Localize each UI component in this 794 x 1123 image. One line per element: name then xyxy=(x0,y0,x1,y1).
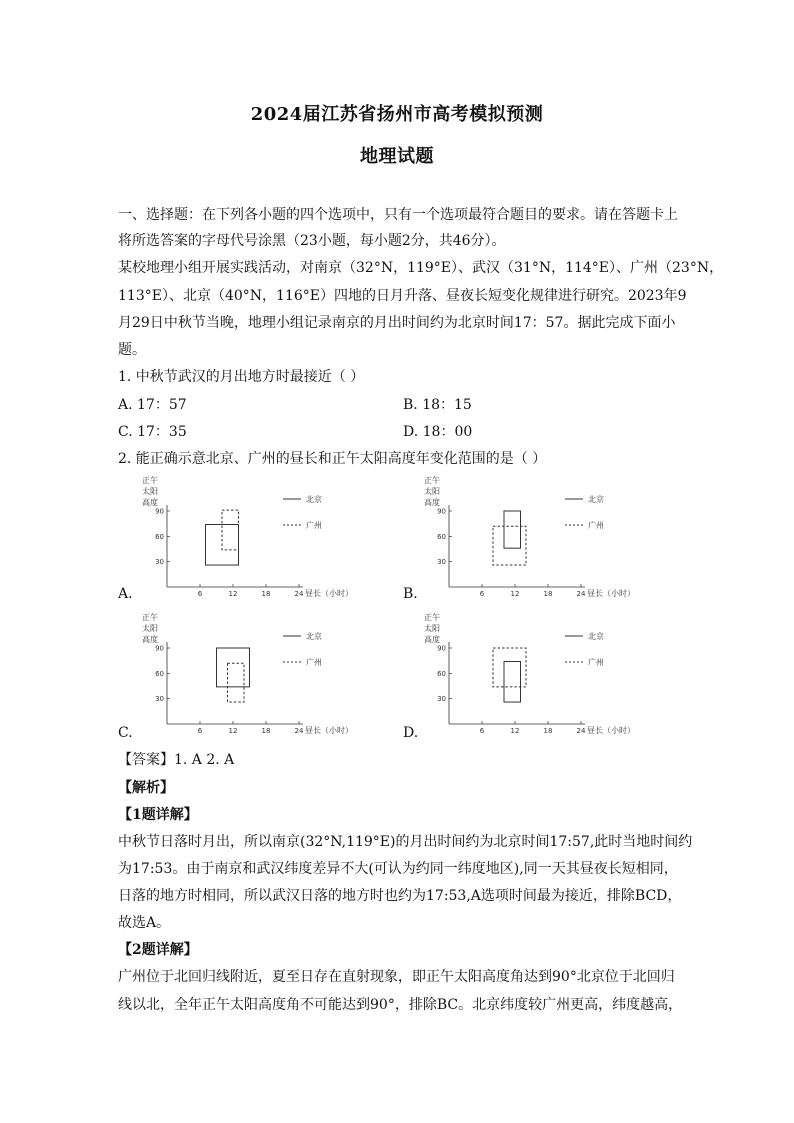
intro-line-3: 月29日中秋节当晚，地理小组记录南京的月出时间约为北京时间17：57。据此完成下面小 xyxy=(118,315,676,331)
guangzhou-range-box xyxy=(222,510,239,550)
legend-guangzhou-label: 广州 xyxy=(588,521,604,530)
question-1-option-c[interactable]: C. 17：35 xyxy=(118,424,187,440)
q1-detail-line-2: 为17:53。由于南京和武汉纬度差异不大(可认为约同一纬度地区),同一天其昼夜长短相同， xyxy=(118,861,678,877)
x-tick-label: 6 xyxy=(197,727,203,735)
x-tick-label: 18 xyxy=(261,727,271,735)
y-axis-label-line: 高度 xyxy=(142,498,158,507)
q1-detail-header: 【1题详解】 xyxy=(118,807,198,823)
question-1-option-d[interactable]: D. 18：00 xyxy=(403,424,473,440)
option-a-chart[interactable] xyxy=(130,475,370,600)
y-tick-label: 60 xyxy=(155,532,164,541)
y-axis-label-line: 正午 xyxy=(142,476,158,485)
legend-beijing-label: 北京 xyxy=(588,495,604,504)
y-tick-label: 60 xyxy=(437,532,446,541)
x-axis-label: 昼长（小时） xyxy=(305,726,353,735)
x-tick-label: 18 xyxy=(543,727,553,735)
x-tick-label: 24 xyxy=(576,727,586,735)
legend-guangzhou-label: 广州 xyxy=(306,658,322,667)
q1-detail-line-4: 故选A。 xyxy=(118,915,171,931)
x-tick-label: 24 xyxy=(576,590,586,598)
intro-line-1: 某校地理小组开展实践活动，对南京（32°N，119°E）、武汉（31°N，114°E）、广州（23°N， xyxy=(118,260,724,276)
x-tick-label: 12 xyxy=(510,727,520,735)
question-1-option-a[interactable]: A. 17：57 xyxy=(118,397,187,413)
chart-svg xyxy=(130,475,370,600)
chart-svg xyxy=(412,475,652,600)
guangzhou-range-box xyxy=(493,526,526,565)
y-tick-label: 30 xyxy=(437,558,446,567)
legend-beijing-label: 北京 xyxy=(306,632,322,641)
x-tick-label: 12 xyxy=(228,727,238,735)
x-tick-label: 6 xyxy=(479,727,485,735)
y-axis-label-line: 正午 xyxy=(424,476,440,485)
y-tick-label: 90 xyxy=(155,507,164,516)
section-header-line-1: 一、选择题：在下列各小题的四个选项中，只有一个选项最符合题目的要求。请在答题卡上 xyxy=(118,207,678,223)
q1-detail-line-3: 日落的地方时相同，所以武汉日落的地方时也约为17:53,A选项时间最为接近，排除BCD， xyxy=(118,888,682,904)
y-axis-label-line: 高度 xyxy=(142,635,158,644)
chart-svg xyxy=(412,612,652,737)
intro-line-2: 113°E）、北京（40°N，116°E）四地的日月升落、昼夜长短变化规律进行研究。2023年9 xyxy=(118,288,687,304)
chart-svg xyxy=(130,612,370,737)
y-tick-label: 60 xyxy=(437,669,446,678)
legend-beijing-label: 北京 xyxy=(306,495,322,504)
y-axis-label-line: 高度 xyxy=(424,635,440,644)
y-axis-label-line: 正午 xyxy=(424,613,440,622)
x-tick-label: 18 xyxy=(543,590,553,598)
beijing-range-box xyxy=(504,511,521,548)
y-axis-label-line: 太阳 xyxy=(142,487,158,496)
y-tick-label: 90 xyxy=(155,644,164,653)
answer-line: 【答案】1. A 2. A xyxy=(118,752,235,768)
page-title: 2024届江苏省扬州市高考模拟预测 xyxy=(250,104,544,125)
y-tick-label: 30 xyxy=(155,558,164,567)
q1-detail-line-1: 中秋节日落时月出，所以南京(32°N,119°E)的月出时间约为北京时间17:57,此时当地时间约 xyxy=(118,834,693,850)
y-tick-label: 60 xyxy=(155,669,164,678)
legend-guangzhou-label: 广州 xyxy=(306,521,322,530)
option-c-letter[interactable]: C. xyxy=(118,725,133,741)
beijing-range-box xyxy=(217,648,250,687)
y-axis-label-line: 太阳 xyxy=(424,487,440,496)
option-a-letter[interactable]: A. xyxy=(118,586,133,602)
y-tick-label: 30 xyxy=(155,695,164,704)
option-d-chart[interactable] xyxy=(412,612,652,737)
question-1-option-b[interactable]: B. 18：15 xyxy=(403,397,472,413)
y-tick-label: 90 xyxy=(437,644,446,653)
x-tick-label: 18 xyxy=(261,590,271,598)
option-b-letter[interactable]: B. xyxy=(403,586,418,602)
q2-detail-header: 【2题详解】 xyxy=(118,942,198,958)
legend-guangzhou-label: 广州 xyxy=(588,658,604,667)
option-d-letter[interactable]: D. xyxy=(403,725,419,741)
x-tick-label: 12 xyxy=(510,590,520,598)
option-b-chart[interactable] xyxy=(412,475,652,600)
y-tick-label: 90 xyxy=(437,507,446,516)
question-1-stem: 1. 中秋节武汉的月出地方时最接近（ ） xyxy=(118,369,365,385)
x-tick-label: 6 xyxy=(197,590,203,598)
x-axis-label: 昼长（小时） xyxy=(305,589,353,598)
analysis-header: 【解析】 xyxy=(118,780,174,796)
x-axis-label: 昼长（小时） xyxy=(587,589,635,598)
x-tick-label: 24 xyxy=(294,590,304,598)
x-axis-label: 昼长（小时） xyxy=(587,726,635,735)
q2-detail-line-1: 广州位于北回归线附近，夏至日存在直射现象，即正午太阳高度角达到90°北京位于北回归 xyxy=(118,969,675,985)
y-tick-label: 30 xyxy=(437,695,446,704)
guangzhou-range-box xyxy=(228,663,245,702)
x-tick-label: 12 xyxy=(228,590,238,598)
y-axis-label-line: 高度 xyxy=(424,498,440,507)
section-header-line-2: 将所选答案的字母代号涂黑（23小题，每小题2分，共46分）。 xyxy=(118,233,506,249)
option-c-chart[interactable] xyxy=(130,612,370,737)
x-tick-label: 24 xyxy=(294,727,304,735)
y-axis-label-line: 太阳 xyxy=(424,624,440,633)
intro-line-4: 题。 xyxy=(118,342,146,358)
x-tick-label: 6 xyxy=(479,590,485,598)
q2-detail-line-2: 线以北，全年正午太阳高度角不可能达到90°，排除BC。北京纬度较广州更高，纬度越高， xyxy=(118,997,683,1013)
beijing-range-box xyxy=(504,662,521,703)
y-axis-label-line: 正午 xyxy=(142,613,158,622)
guangzhou-range-box xyxy=(493,648,526,687)
page-subtitle: 地理试题 xyxy=(360,146,434,167)
y-axis-label-line: 太阳 xyxy=(142,624,158,633)
question-2-stem: 2. 能正确示意北京、广州的昼长和正午太阳高度年变化范围的是（ ） xyxy=(118,451,547,467)
legend-beijing-label: 北京 xyxy=(588,632,604,641)
